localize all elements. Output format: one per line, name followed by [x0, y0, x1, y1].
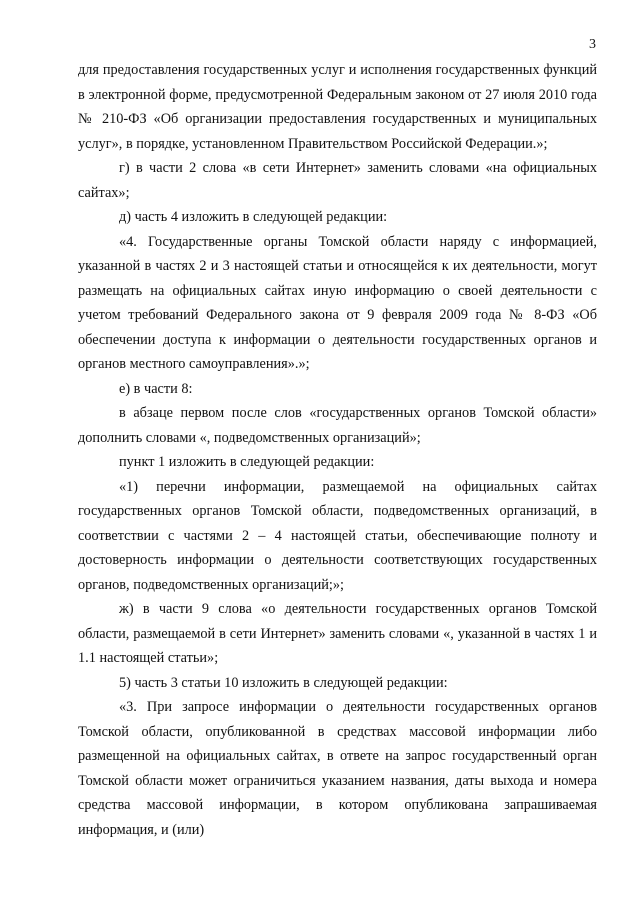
paragraph: в абзаце первом после слов «государственных органов Томской области» дополнить словами «, подведомственных организаций»;	[78, 405, 597, 446]
page-number: 3	[589, 37, 596, 52]
paragraph: «4. Государственные органы Томской области наряду с информацией, указанной в частях 2 и 3 настоящей статьи и относящейся к их деятельности, могут размещать на официальных сайтах иную информацию о своей деятельности с учетом требований Федерального закона от 9 февраля 2009 года № 8-ФЗ «Об обеспечении доступа к информации о деятельности государственных органов и органов местного самоуправления».»;	[78, 233, 597, 372]
paragraph: ж) в части 9 слова «о деятельности государственных органов Томской области, размещаемой в сети Интернет» заменить словами «, указанной в частях 1 и 1.1 настоящей статьи»;	[78, 601, 597, 666]
paragraph: «3. При запросе информации о деятельности государственных органов Томской области, опубликованной в средствах массовой информации либо размещенной на официальных сайтах, в ответе на запрос государственный орган Томской области может ограничиться указанием названия, даты выхода и номера средства массовой информации, в котором опубликована запрашиваемая информация, и (или)	[78, 699, 597, 838]
paragraph: «1) перечни информации, размещаемой на официальных сайтах государственных органов Томской области, подведомственных организаций, в соответствии с частями 2 – 4 настоящей статьи, обеспечивающие полноту и достоверность информации о деятельности соответствующих государственных органов, подведомственных организаций;»;	[78, 478, 597, 593]
paragraph: д) часть 4 изложить в следующей редакции:	[119, 209, 388, 225]
paragraph: 5) часть 3 статьи 10 изложить в следующей редакции:	[119, 674, 448, 691]
paragraph: для предоставления государственных услуг и исполнения государственных функций в электронной форме, предусмотренной Федеральным законом от 27 июля 2010 года № 210-ФЗ «Об организации предоставления государственных и муниципальных услуг», в порядке, установленном Правительством Российской Федерации.»;	[78, 62, 597, 152]
paragraph: е) в части 8:	[119, 380, 193, 397]
paragraph: пункт 1 изложить в следующей редакции:	[119, 454, 375, 470]
document-body	[78, 58, 597, 842]
paragraph: г) в части 2 слова «в сети Интернет» заменить словами «на официальных сайтах»;	[78, 160, 597, 201]
